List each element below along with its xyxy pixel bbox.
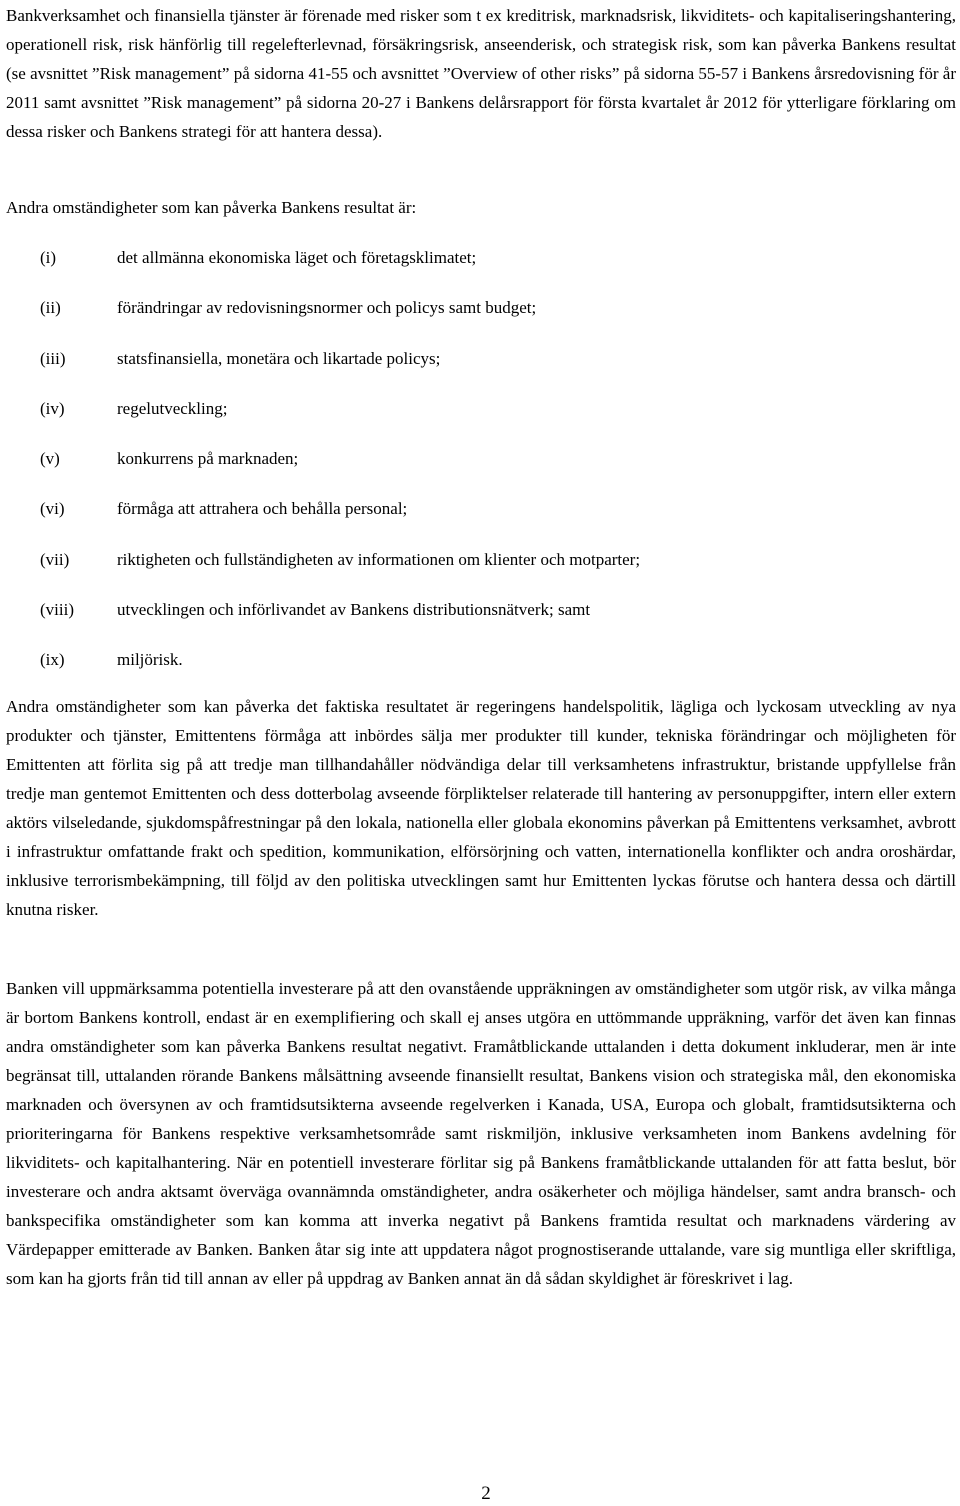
list-item-text: det allmänna ekonomiska läget och företagsklimatet; [117, 248, 477, 267]
list-item [6, 293, 956, 343]
list-item-text: miljörisk. [117, 650, 183, 670]
list-item [6, 645, 956, 695]
list-item-number: (vii) [40, 549, 70, 569]
list-item [6, 494, 956, 544]
list-item-text: utvecklingen och införlivandet av Bankens distributionsnätverk; samt [117, 600, 591, 620]
list-item-number: (i) [40, 248, 57, 267]
list-item-text: riktigheten och fullständigheten av informationen om klienter och motparter; [117, 549, 641, 569]
disclaimer-paragraph: Banken vill uppmärksamma potentiella investerare på att den ovanstående uppräkningen av omständigheter som utgör risk, av vilka många är bortom Bankens kontroll, endast är en exemplifiering och skall ej anses utgöra en uttömmande uppräkning, varför det även kan finnas andra omständigheter som kan påverka Bankens resultat negativt. Framåtblickande uttalanden i detta dokument inkluderar, men är inte begränsat till, uttalanden rörande Bankens målsättning avseende finansiellt resultat, Bankens vision och strategiska mål, den ekonomiska marknaden och översynen av och framtidsutsikterna avseende regelverken i Kanada, USA, Europa och globalt, framtidsutsikterna och prioriteringarna för Bankens respektive verksamhetsområde samt riskmiljön, inklusive verksamheten inom Bankens avdelning för likviditets- och kapitalhantering. När en potentiell investerare förlitar sig på Bankens framåtblickande uttalanden för att fatta beslut, bör investerare och andra aktsamt överväga ovannämnda omständigheter, andra osäkerheter och möjliga händelser, samt andra bransch- och bankspecifika omständigheter som kan komma att inverka negativt på Bankens framtida resultat och marknadens värdering av Värdepapper emitterade av Banken. Banken åtar sig inte att uppdatera något prognostiserande uttalande, vare sig muntliga eller skriftliga, som kan ha gjorts från tid till annan av eller på uppdrag av Banken annat än då sådan skyldighet är föreskrivet i lag. [6, 979, 956, 1288]
list-item-text: förmåga att attrahera och behålla personal; [117, 499, 408, 519]
list-item-number: (vi) [40, 499, 65, 519]
list-item [6, 444, 956, 494]
list-item-number: (ix) [40, 650, 65, 670]
list-intro: Andra omständigheter som kan påverka Bankens resultat är: [6, 198, 417, 217]
list-item-text: förändringar av redovisningsnormer och policys samt budget; [117, 298, 537, 318]
risk-factor-list [6, 243, 956, 696]
list-item-text: statsfinansiella, monetära och likartade policys; [117, 348, 441, 368]
list-item [6, 545, 956, 595]
list-item-number: (v) [40, 449, 60, 469]
list-item-text: regelutveckling; [117, 398, 228, 418]
list-item-text: konkurrens på marknaden; [117, 449, 299, 469]
list-item-number: (ii) [40, 298, 61, 318]
list-item-number: (iv) [40, 398, 65, 418]
page-number: 2 [481, 1483, 491, 1504]
list-item [6, 344, 956, 394]
list-item [6, 243, 956, 293]
list-item [6, 595, 956, 645]
risk-paragraph: Bankverksamhet och finansiella tjänster är förenade med risker som t ex kreditrisk, marknadsrisk, likviditets- och kapitaliseringshantering, operationell risk, risk hänförlig till regelefterlevnad, försäkringsrisk, anseenderisk, och strategisk risk, som kan påverka Bankens resultat (se avsnittet ”Risk management” på sidorna 41-55 och avsnittet ”Overview of other risks” på sidorna 55-57 i Bankens årsredovisning för år 2011 samt avsnittet ”Risk management” på sidorna 20-27 i Bankens delårsrapport för första kvartalet år 2012 för ytterligare förklaring om dessa risker och Bankens strategi för att hantera dessa). [6, 6, 956, 141]
other-factors-paragraph: Andra omständigheter som kan påverka det faktiska resultatet är regeringens handelspolitik, lägliga och lyckosam utveckling av nya produkter och tjänster, Emittentens förmåga att inbördes sälja mer produkter till kunder, tekniska förändringar och möjligheten för Emittenten att förlita sig på att tredje man tillhandahåller nödvändiga delar till verksamhetens infrastruktur, bristande uppfyllelse från tredje man gentemot Emittenten och dess dotterbolag avseende förpliktelser relaterade till hantering av personuppgifter, intern eller extern aktörs vilseledande, sjukdomspåfrestningar på den lokala, nationella eller globala ekonomins påverkan på Emittentens verksamhet, avbrott i infrastruktur omfattande frakt och spedition, kommunikation, elförsörjning och vatten, internationella konflikter och andra oroshärdar, inklusive terrorismbekämpning, till följd av den politiska utvecklingen samt hur Emittenten lyckas förutse och hantera dessa och därtill knutna risker. [6, 697, 956, 919]
list-item-number: (iii) [40, 348, 66, 368]
list-item [6, 394, 956, 444]
list-item-number: (viii) [40, 600, 74, 620]
